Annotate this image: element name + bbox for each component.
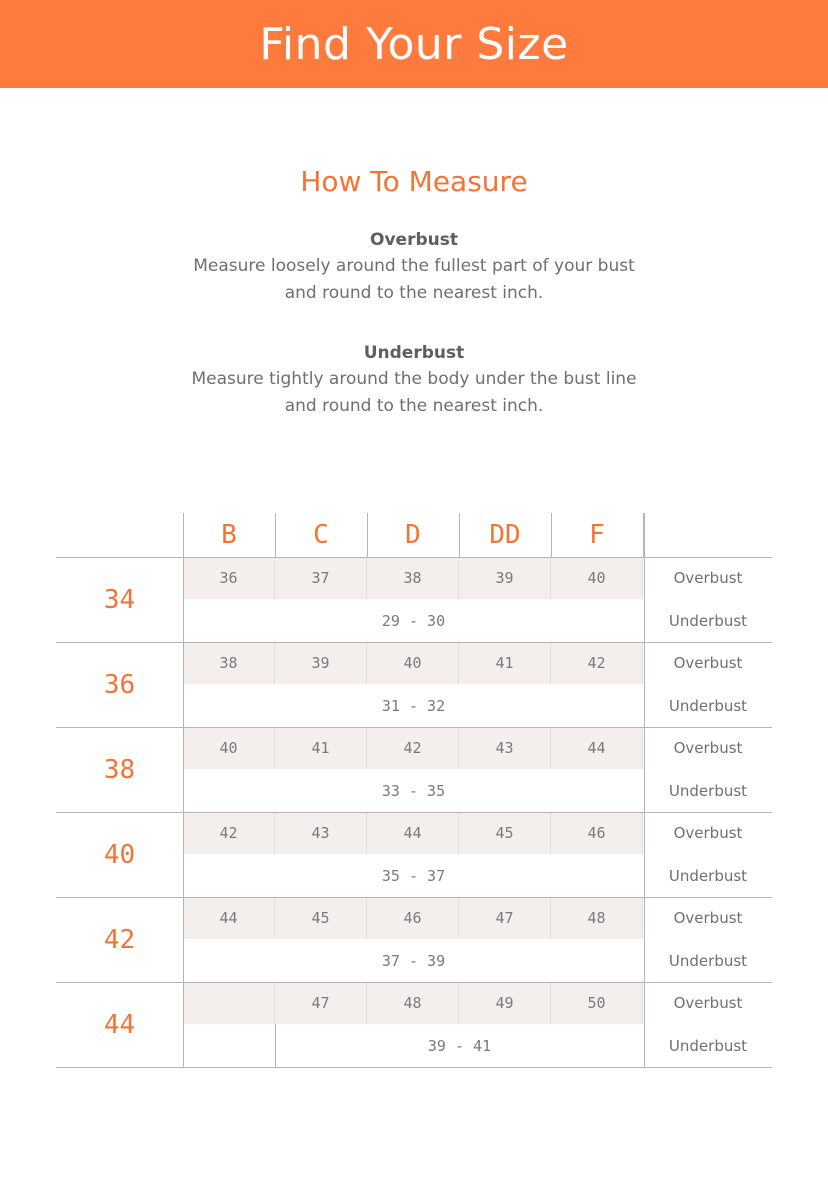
overbust-cell: 48 [367, 982, 459, 1024]
column-divider [459, 513, 460, 557]
band-size-label: 40 [103, 839, 136, 870]
overbust-cell: 45 [459, 812, 551, 854]
overbust-cell: 39 [275, 642, 367, 684]
underbust-range: 39 - 41 [427, 1036, 492, 1055]
overbust-cell: 44 [183, 897, 275, 939]
band-size-label: 38 [103, 754, 136, 785]
cup-header-d: D [405, 520, 421, 550]
overbust-cell: 37 [275, 557, 367, 599]
row-divider [56, 982, 772, 983]
band-row [56, 897, 772, 982]
band-row [56, 812, 772, 897]
column-divider [644, 513, 645, 1067]
cup-header-b: B [221, 520, 237, 550]
underbust-row-label: Underbust [668, 866, 748, 885]
band-size-label: 42 [103, 924, 136, 955]
underbust-range: 35 - 37 [381, 866, 446, 885]
underbust-row-label: Underbust [668, 611, 748, 630]
overbust-instructions [0, 227, 828, 307]
overbust-cell: 39 [459, 557, 551, 599]
cup-header-dd: DD [489, 520, 521, 550]
overbust-cell: 42 [551, 642, 643, 684]
overbust-cell [183, 982, 275, 1024]
overbust-values-row [183, 812, 643, 854]
overbust-values-row [183, 982, 643, 1024]
overbust-row-label: Overbust [673, 909, 743, 927]
underbust-range: 33 - 35 [381, 781, 446, 800]
page-title: Find Your Size [259, 18, 569, 70]
underbust-range: 29 - 30 [381, 611, 446, 630]
underbust-text-line2: and round to the nearest inch. [284, 396, 544, 416]
underbust-row-label: Underbust [668, 781, 748, 800]
overbust-cell: 42 [183, 812, 275, 854]
band-row [56, 642, 772, 727]
cup-header-f: F [589, 520, 605, 550]
overbust-cell: 48 [551, 897, 643, 939]
underbust-row-label: Underbust [668, 951, 748, 970]
overbust-cell: 49 [459, 982, 551, 1024]
column-divider [551, 513, 552, 557]
overbust-cell: 44 [551, 727, 643, 769]
overbust-text-line1: Measure loosely around the fullest part of your bust [193, 256, 635, 276]
overbust-cell: 40 [367, 642, 459, 684]
row-divider [56, 1067, 772, 1068]
overbust-cell: 50 [551, 982, 643, 1024]
band-size-label: 34 [103, 584, 136, 615]
underbust-heading: Underbust [363, 343, 465, 363]
overbust-heading: Overbust [370, 230, 458, 250]
column-divider [367, 513, 368, 557]
overbust-cell: 45 [275, 897, 367, 939]
overbust-cell: 40 [551, 557, 643, 599]
row-divider [56, 812, 772, 813]
column-divider [275, 513, 276, 557]
overbust-row-label: Overbust [673, 739, 743, 757]
band-row [56, 727, 772, 812]
overbust-row-label: Overbust [673, 994, 743, 1012]
row-divider [56, 727, 772, 728]
band-size-label: 36 [103, 669, 136, 700]
column-divider [183, 513, 184, 1067]
overbust-text-line2: and round to the nearest inch. [284, 283, 544, 303]
overbust-cell: 44 [367, 812, 459, 854]
overbust-cell: 40 [183, 727, 275, 769]
header-banner [0, 0, 828, 88]
underbust-text-line1: Measure tightly around the body under the bust line [191, 369, 637, 389]
overbust-cell: 46 [551, 812, 643, 854]
how-to-measure-title: How To Measure [300, 165, 528, 198]
overbust-values-row [183, 727, 643, 769]
overbust-cell: 41 [459, 642, 551, 684]
grid-divider [275, 1024, 276, 1067]
overbust-cell: 43 [275, 812, 367, 854]
underbust-range: 31 - 32 [381, 696, 446, 715]
overbust-values-row [183, 557, 643, 599]
overbust-cell: 36 [183, 557, 275, 599]
band-size-label: 44 [103, 1009, 136, 1040]
row-divider [56, 897, 772, 898]
underbust-row-label: Underbust [668, 1036, 748, 1055]
overbust-cell: 41 [275, 727, 367, 769]
band-row [56, 557, 772, 642]
overbust-values-row [183, 642, 643, 684]
underbust-instructions [0, 340, 828, 420]
overbust-cell: 47 [275, 982, 367, 1024]
underbust-row-label: Underbust [668, 696, 748, 715]
overbust-cell: 42 [367, 727, 459, 769]
overbust-cell: 43 [459, 727, 551, 769]
overbust-values-row [183, 897, 643, 939]
overbust-row-label: Overbust [673, 654, 743, 672]
overbust-cell: 38 [183, 642, 275, 684]
overbust-cell: 38 [367, 557, 459, 599]
size-chart [56, 513, 772, 1069]
overbust-cell: 47 [459, 897, 551, 939]
overbust-cell: 46 [367, 897, 459, 939]
cup-header-row [183, 513, 643, 557]
underbust-range: 37 - 39 [381, 951, 446, 970]
row-divider [56, 642, 772, 643]
overbust-row-label: Overbust [673, 569, 743, 587]
overbust-row-label: Overbust [673, 824, 743, 842]
row-divider [56, 557, 772, 558]
cup-header-c: C [313, 520, 329, 550]
band-row [56, 982, 772, 1067]
